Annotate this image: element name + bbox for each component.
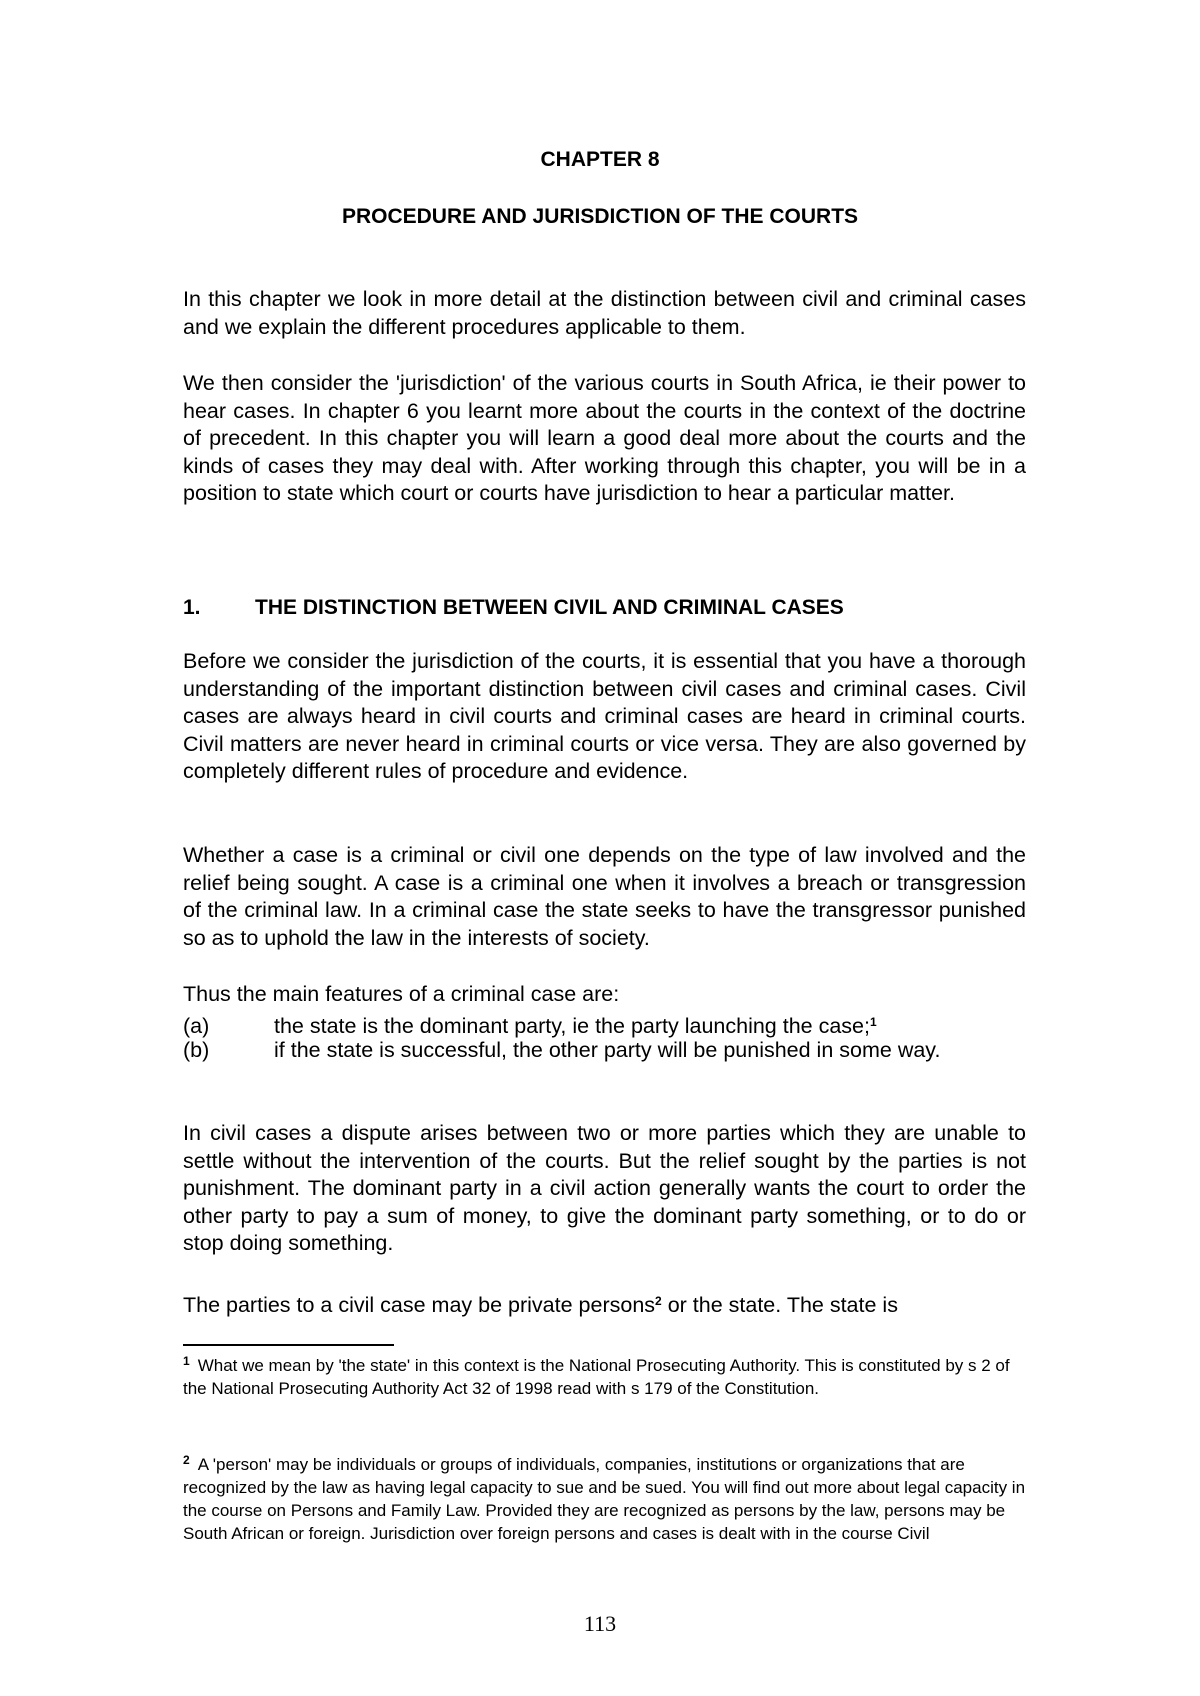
- section-paragraph-4: [183, 1288, 1026, 1320]
- footnote-1: [183, 1350, 1026, 1400]
- chapter-subtitle: PROCEDURE AND JURISDICTION OF THE COURTS: [341, 205, 859, 228]
- footnote-text: A 'person' may be individuals or groups of individuals, companies, institutions or organizations that are recognized by the law as having legal capacity to sue and be sued. You will find out more about legal capacity in the course on Persons and Family Law. Provided they are recognized as persons by the law, persons may be South African or foreign. Jurisdiction over foreign persons and cases is dealt with in the course Civil: [183, 1455, 1026, 1543]
- page-number: 113: [583, 1611, 617, 1636]
- chapter-title: CHAPTER 8: [540, 148, 660, 171]
- footnote-mark: 1: [183, 1354, 190, 1368]
- list-text: if the state is successful, the other party will be punished in some way.: [274, 1038, 941, 1062]
- footnote-ref-2[interactable]: 2: [655, 1294, 662, 1308]
- section-number: 1.: [183, 596, 201, 619]
- paragraph-4-text-start: The parties to a civil case may be private persons: [183, 1293, 656, 1317]
- list-text: the state is the dominant party, ie the party launching the case;: [274, 1014, 870, 1038]
- paragraph-4-text-end: or the state. The state is: [661, 1293, 898, 1317]
- list-label: (a): [183, 1014, 210, 1038]
- section-paragraph-3: In civil cases a dispute arises between two or more parties which they are unable to settle without the intervention of the courts. But the relief sought by the parties is not punishment. The dominant party in a civil action generally wants the court to order the other party to pay a sum of money, to give the dominant party something, or to do or stop doing something.: [183, 1121, 1026, 1256]
- footnote-ref-1[interactable]: 1: [870, 1015, 877, 1029]
- list-intro: Thus the main features of a criminal case are:: [183, 982, 620, 1006]
- intro-paragraph-2: We then consider the 'jurisdiction' of the various courts in South Africa, ie their power to hear cases. In chapter 6 you learnt more about the courts in the context of the doctrine of precedent. In this chapter you will learn a good deal more about the courts and the kinds of cases they may deal with. After working through this chapter, you will be in a position to state which court or courts have jurisdiction to hear a particular matter.: [183, 371, 1026, 506]
- section-heading: [183, 596, 844, 620]
- section-paragraph-1: Before we consider the jurisdiction of the courts, it is essential that you have a thorough understanding of the important distinction between civil cases and criminal cases. Civil cases are always heard in civil courts and criminal cases are heard in criminal courts. Civil matters are never heard in criminal courts or vice versa. They are also governed by completely different rules of procedure and evidence.: [183, 649, 1026, 784]
- footnote-divider: [183, 1344, 394, 1346]
- footnote-text: What we mean by 'the state' in this context is the National Prosecuting Authority. This is constituted by s 2 of the National Prosecuting Authority Act 32 of 1998 read with s 179 of the Constitution.: [183, 1356, 1010, 1398]
- list-item-b: [183, 1037, 1026, 1065]
- list-item-a: [183, 1009, 1026, 1041]
- list-label: (b): [183, 1038, 210, 1062]
- section-paragraph-2: Whether a case is a criminal or civil one depends on the type of law involved and the relief being sought. A case is a criminal one when it involves a breach or transgression of the criminal law. In a criminal case the state seeks to have the transgressor punished so as to uphold the law in the interests of society.: [183, 843, 1026, 950]
- section-title: THE DISTINCTION BETWEEN CIVIL AND CRIMINAL CASES: [255, 596, 844, 619]
- footnote-mark: 2: [183, 1453, 190, 1467]
- intro-paragraph-1: In this chapter we look in more detail at the distinction between civil and criminal cases and we explain the different procedures applicable to them.: [183, 287, 1026, 339]
- footnote-2: [183, 1449, 1026, 1545]
